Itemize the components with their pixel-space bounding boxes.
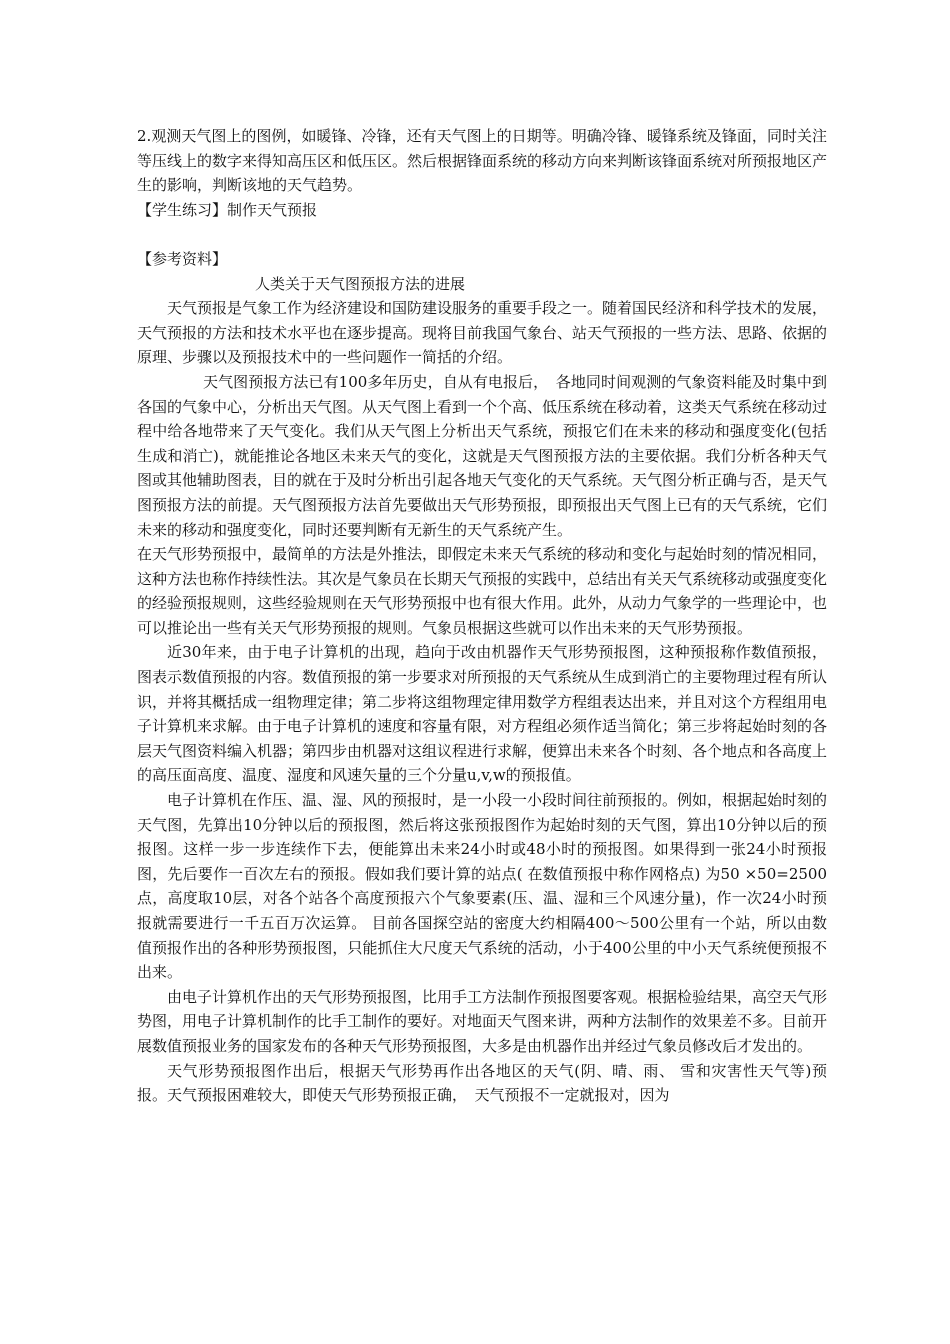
- document-page: [137, 124, 827, 1108]
- student-practice-heading: 【学生练习】制作天气预报: [137, 200, 318, 219]
- body-paragraph-3: 在天气形势预报中，最简单的方法是外推法，即假定未来天气系统的移动和变化与起始时刻的情况相同，这种方法也称作持续性法。其次是气象员在长期天气预报的实践中，总结出有关天气系统移动或强度变化的经验预报规则，这些经验规则在天气形势预报中也有很大作用。此外，从动力气象学的一些理论中，也可以推论出一些有关天气形势预报的规则。气象员根据这些就可以作出未来的天气形势预报。: [137, 545, 828, 637]
- blank-line: [137, 222, 827, 247]
- body-paragraph-6: 由电子计算机作出的天气形势预报图，比用手工方法制作预报图要客观。根据检验结果，高空天气形势图，用电子计算机制作的比手工制作的要好。对地面天气图来讲，两种方法制作的效果差不多。目前开展数值预报业务的国家发布的各种天气形势预报图，大多是由机器作出并经过气象员修改后才发出的。: [137, 987, 828, 1055]
- body-paragraph-4: 近30年来，由于电子计算机的出现，趋向于改由机器作天气形势预报图，这种预报称作数值预报，图表示数值预报的内容。数值预报的第一步要求对所预报的天气系统从生成到消亡的主要物理过程有所认识，并将其概括成一组物理定律；第二步将这组物理定律用数学方程组表达出来，并且对这个方程组用电子计算机来求解。由于电子计算机的速度和容量有限，对方程组必须作适当简化；第三步将起始时刻的各层天气图资料编入机器；第四步由机器对这组议程进行求解，便算出未来各个时刻、各个地点和各高度上的高压面高度、温度、湿度和风速矢量的三个分量u,v,w的预报值。: [137, 643, 828, 785]
- reference-heading: 【参考资料】: [137, 249, 228, 268]
- body-paragraph-7: 天气形势预报图作出后，根据天气形势再作出各地区的天气(阴、晴、雨、 雪和灾害性天气等)预报。天气预报困难较大，即使天气形势预报正确， 天气预报不一定就报对，因为: [137, 1061, 827, 1105]
- observe-paragraph: 2.观测天气图上的图例，如暖锋、冷锋，还有天气图上的日期等。明确冷锋、暖锋系统及锋面，同时关注等压线上的数字来得知高压区和低压区。然后根据锋面系统的移动方向来判断该锋面系统对所预报地区产生的影响，判断该地的天气趋势。: [137, 127, 828, 195]
- body-paragraph-2: 天气图预报方法已有100多年历史，自从有电报后， 各地同时间观测的气象资料能及时集中到各国的气象中心，分析出天气图。从天气图上看到一个个高、低压系统在移动着，这类天气系统在移动过程中给各地带来了天气变化。我们从天气图上分析出天气系统，预报它们在未来的移动和强度变化(包括生成和消亡)，就能推论各地区未来天气的变化，这就是天气图预报方法的主要依据。我们分析各种天气图或其他辅助图表，目的就在于及时分析出引起各地天气变化的天气系统。天气图分析正确与否，是天气图预报方法的前提。天气图预报方法首先要做出天气形势预报，即预报出天气图上已有的天气系统，它们未来的移动和强度变化，同时还要判断有无新生的天气系统产生。: [137, 372, 828, 539]
- body-paragraph-1: 天气预报是气象工作为经济建设和国防建设服务的重要手段之一。随着国民经济和科学技术的发展，天气预报的方法和技术水平也在逐步提高。现将目前我国气象台、站天气预报的一些方法、思路、依据的原理、步骤以及预报技术中的一些问题作一简括的介绍。: [137, 299, 828, 367]
- body-paragraph-5: 电子计算机在作压、温、湿、风的预报时，是一小段一小段时间往前预报的。例如，根据起始时刻的天气图，先算出10分钟以后的预报图，然后将这张预报图作为起始时刻的天气图，算出10分钟以后的预报图。这样一步一步连续作下去，便能算出未来24小时或48小时的预报图。如果得到一张24小时预报图，先后要作一百次左右的预报。假如我们要计算的站点( 在数值预报中称作网格点) 为50 ×50=2500点，高度取10层，对各个站各个高度预报六个气象要素(压、温、湿和三个风速分量)，作一次24小时预报就需要进行一千五百万次运算。 目前各国探空站的密度大约相隔400～500公里有一个站，所以由数值预报作出的各种形势预报图，只能抓住大尺度天气系统的活动，小于400公里的中小天气系统便预报不出来。: [137, 791, 828, 982]
- article-title: 人类关于天气图预报方法的进展: [255, 274, 466, 293]
